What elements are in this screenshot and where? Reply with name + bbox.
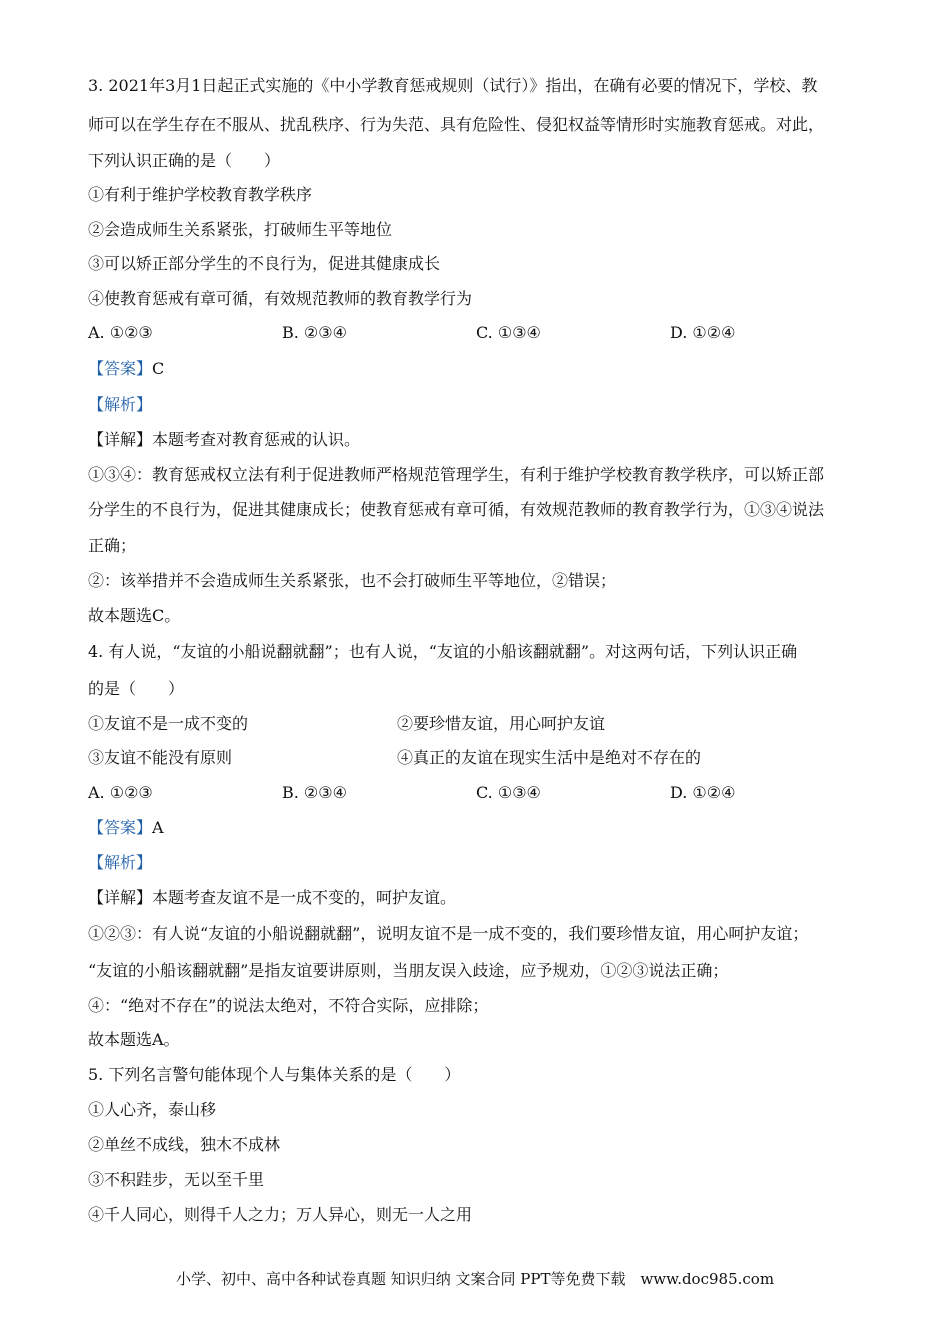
answer-label: 【答案】	[88, 818, 153, 837]
q4-explanation-line-3: ④：“绝对不存在”的说法太绝对，不符合实际，应排除；	[88, 996, 489, 1015]
answer-label: 【答案】	[88, 359, 153, 378]
page-footer: 小学、初中、高中各种试卷真题 知识归纳 文案合同 PPT等免费下载 www.doc985.com	[175, 1270, 775, 1288]
q3-option-c: C. ①③④	[476, 323, 541, 342]
q3-answer	[88, 358, 870, 380]
q4-item-3: ③友谊不能没有原则	[88, 748, 233, 767]
q3-explanation-line-4: ②：该举措并不会造成师生关系紧张，也不会打破师生平等地位，②错误；	[88, 571, 617, 590]
q4-detail: 【详解】本题考查友谊不是一成不变的，呵护友谊。	[88, 888, 457, 907]
q3-option-d: D. ①②④	[670, 323, 736, 342]
q3-explanation-line-1: ①③④：教育惩戒权立法有利于促进教师严格规范管理学生，有利于维护学校教育教学秩序，可以矫正部	[88, 465, 825, 484]
q4-analysis-label: 【解析】	[88, 853, 153, 872]
q3-item-1: ①有利于维护学校教育教学秩序	[88, 185, 313, 204]
q4-stem-line-1: 4. 有人说，“友谊的小船说翻就翻”；也有人说，“友谊的小船该翻就翻”。对这两句话，下列认识正确	[88, 642, 798, 661]
q5-item-3: ③不积跬步，无以至千里	[88, 1170, 265, 1189]
q4-answer	[88, 817, 870, 839]
q3-conclusion: 故本题选C。	[88, 606, 181, 625]
q3-stem-line-3: 下列认识正确的是（ ）	[88, 151, 281, 170]
q4-option-d: D. ①②④	[670, 783, 736, 802]
q3-option-a: A. ①②③	[88, 323, 153, 342]
q4-explanation-line-2: “友谊的小船该翻就翻”是指友谊要讲原则，当朋友误入歧途，应予规劝，①②③说法正确；	[88, 961, 729, 980]
q3-item-4: ④使教育惩戒有章可循，有效规范教师的教育教学行为	[88, 289, 473, 308]
q3-explanation-line-2: 分学生的不良行为，促进其健康成长；使教育惩戒有章可循，有效规范教师的教育教学行为，①③④说法	[88, 500, 825, 519]
answer-value: A	[152, 818, 164, 837]
q5-item-2: ②单丝不成线，独木不成林	[88, 1135, 281, 1154]
q3-detail: 【详解】本题考查对教育惩戒的认识。	[88, 430, 361, 449]
q5-item-4: ④千人同心，则得千人之力；万人异心，则无一人之用	[88, 1205, 473, 1224]
q4-item-2: ②要珍惜友谊，用心呵护友谊	[397, 714, 606, 733]
q5-stem: 5. 下列名言警句能体现个人与集体关系的是（ ）	[88, 1065, 461, 1084]
q4-item-4: ④真正的友谊在现实生活中是绝对不存在的	[397, 748, 702, 767]
q3-stem-line-2: 师可以在学生存在不服从、扰乱秩序、行为失范、具有危险性、侵犯权益等情形时实施教育惩戒。对此，	[88, 115, 825, 134]
q4-conclusion: 故本题选A。	[88, 1030, 180, 1049]
q3-item-2: ②会造成师生关系紧张，打破师生平等地位	[88, 220, 393, 239]
q5-item-1: ①人心齐，泰山移	[88, 1100, 217, 1119]
q4-explanation-line-1: ①②③：有人说“友谊的小船说翻就翻”，说明友谊不是一成不变的，我们要珍惜友谊，用心呵护友谊；	[88, 924, 809, 943]
q4-option-c: C. ①③④	[476, 783, 541, 802]
answer-value: C	[152, 359, 165, 378]
q4-item-1: ①友谊不是一成不变的	[88, 714, 249, 733]
q3-stem-line-1: 3. 2021年3月1日起正式实施的《中小学教育惩戒规则（试行）》指出，在确有必要的情况下，学校、教	[88, 76, 818, 95]
q3-option-b: B. ②③④	[282, 323, 347, 342]
q4-option-a: A. ①②③	[88, 783, 153, 802]
q3-analysis-label: 【解析】	[88, 395, 153, 414]
q3-explanation-line-3: 正确；	[88, 536, 137, 555]
q4-option-b: B. ②③④	[282, 783, 347, 802]
q4-stem-line-2: 的是（ ）	[88, 679, 185, 698]
q3-item-3: ③可以矫正部分学生的不良行为，促进其健康成长	[88, 254, 441, 273]
